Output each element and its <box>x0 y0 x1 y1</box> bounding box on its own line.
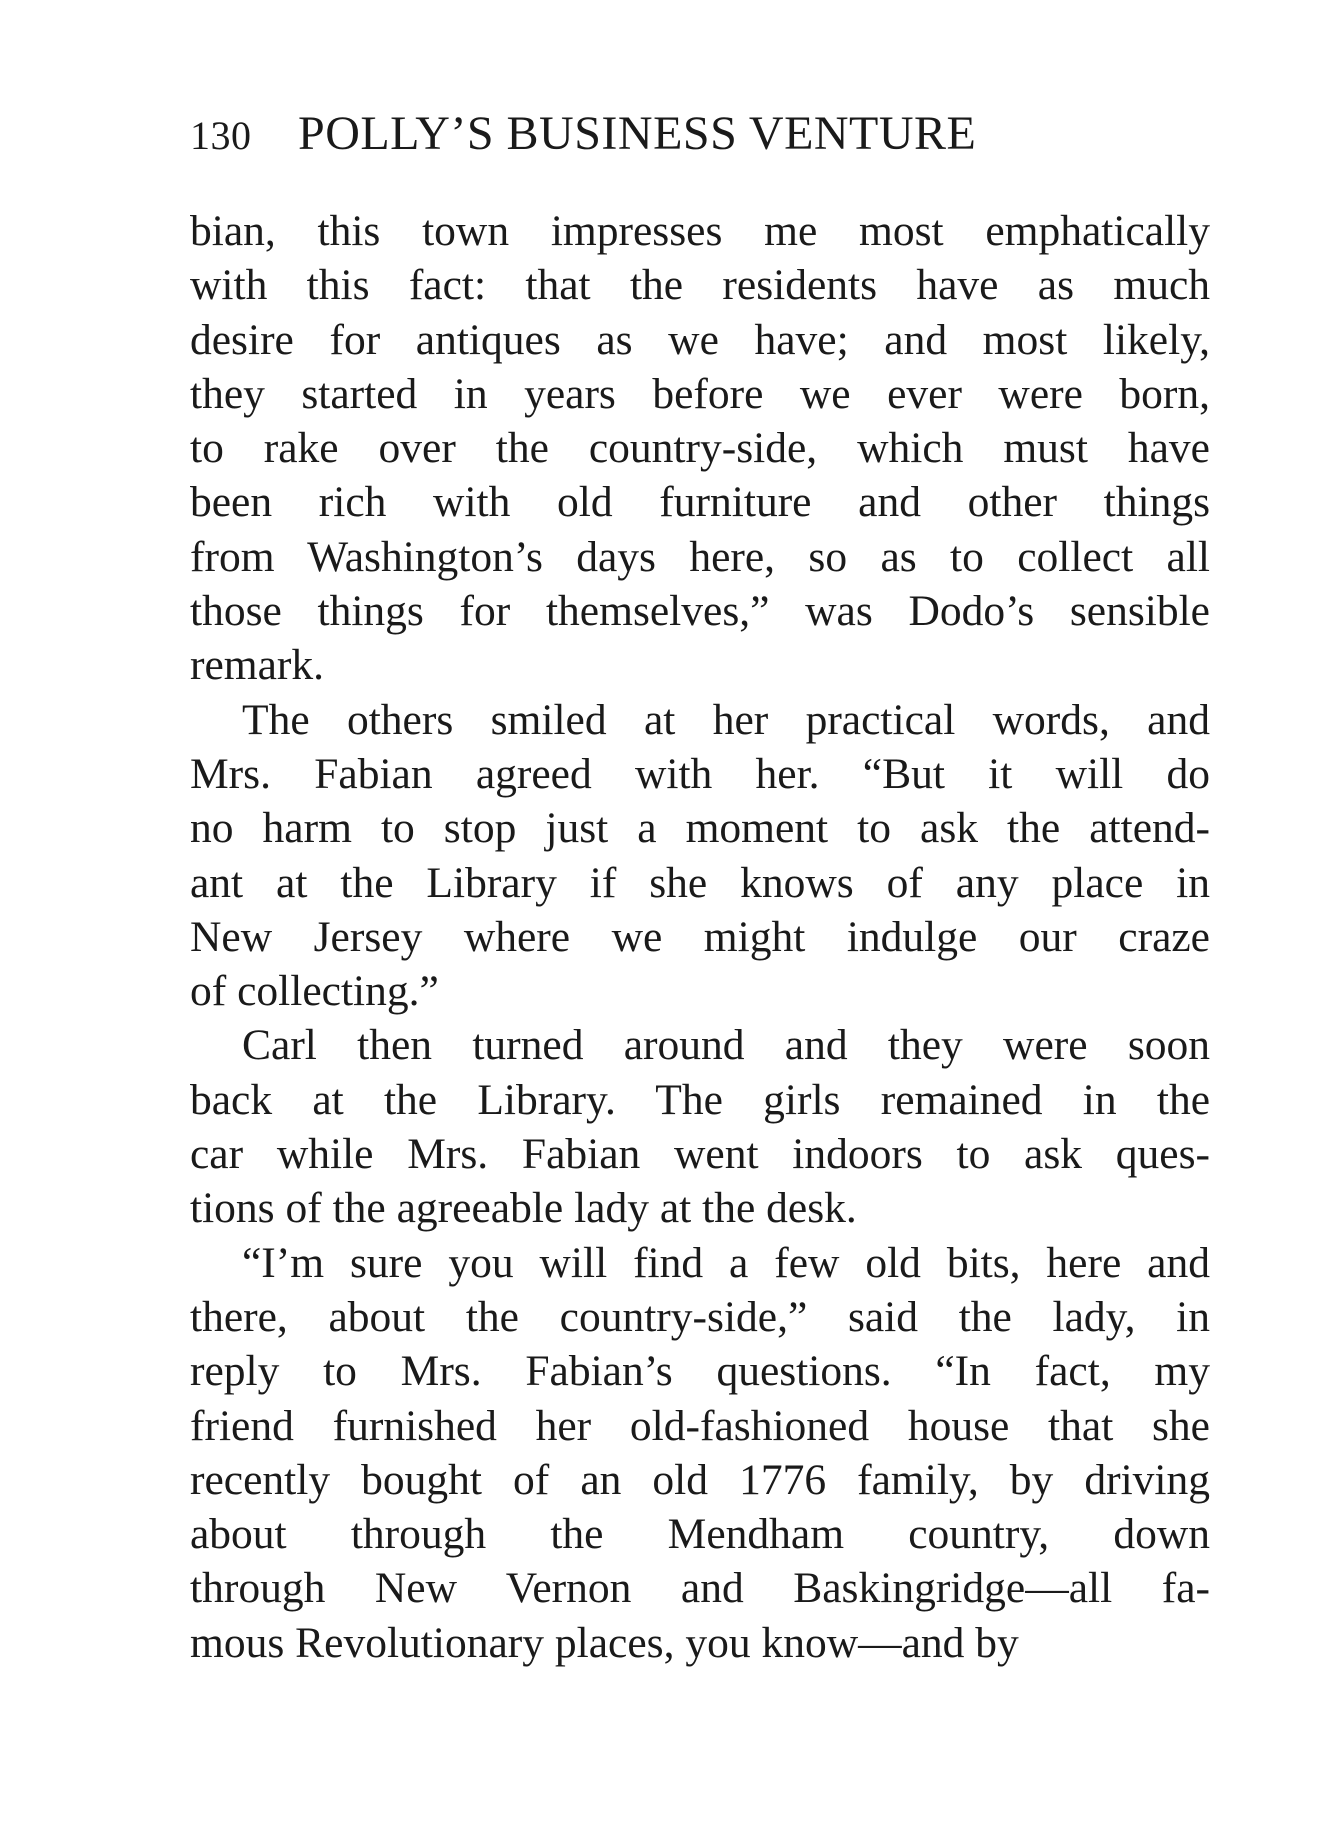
text-line: reply to Mrs. Fabian’s questions. “In fact, my <box>190 1347 1210 1396</box>
text-line: mous Revolutionary places, you know—and by <box>190 1618 1019 1667</box>
text-line: New Jersey where we might indulge our craze <box>190 912 1210 961</box>
text-line: “I’m sure you will find a few old bits, here and <box>242 1238 1210 1287</box>
text-line: no harm to stop just a moment to ask the attend- <box>190 804 1210 853</box>
text-line: of collecting.” <box>190 967 439 1016</box>
paragraph <box>190 693 1210 1019</box>
body-text <box>190 204 1210 1670</box>
text-line: through New Vernon and Baskingridge—all fa- <box>190 1564 1210 1613</box>
paragraph <box>190 1236 1210 1670</box>
text-line: about through the Mendham country, down <box>190 1510 1210 1559</box>
text-line: those things for themselves,” was Dodo’s sensible <box>190 587 1210 636</box>
text-line: Mrs. Fabian agreed with her. “But it will do <box>190 749 1210 798</box>
text-line: car while Mrs. Fabian went indoors to ask ques- <box>190 1130 1210 1179</box>
paragraph <box>190 204 1210 693</box>
text-line: Carl then turned around and they were soon <box>242 1021 1210 1070</box>
text-line: recently bought of an old 1776 family, by driving <box>190 1455 1210 1504</box>
text-line: been rich with old furniture and other things <box>190 478 1210 527</box>
text-line: with this fact: that the residents have as much <box>190 261 1210 310</box>
text-line: from Washington’s days here, so as to collect all <box>190 532 1210 581</box>
text-line: ant at the Library if she knows of any place in <box>190 858 1210 907</box>
text-line: tions of the agreeable lady at the desk. <box>190 1184 857 1233</box>
running-title: POLLY’S BUSINESS VENTURE <box>298 107 977 160</box>
text-line: there, about the country-side,” said the lady, in <box>190 1292 1210 1341</box>
text-line: to rake over the country-side, which must have <box>190 424 1210 473</box>
paragraph <box>190 1018 1210 1235</box>
text-line: back at the Library. The girls remained in the <box>190 1075 1210 1124</box>
text-line: desire for antiques as we have; and most likely, <box>190 315 1210 364</box>
text-line: The others smiled at her practical words, and <box>242 695 1210 744</box>
text-line: they started in years before we ever were born, <box>190 369 1210 418</box>
text-line: friend furnished her old-fashioned house that she <box>190 1401 1210 1450</box>
text-line: remark. <box>190 641 325 690</box>
page-number: 130 <box>190 113 252 158</box>
page-header <box>190 104 1210 164</box>
text-line: bian, this town impresses me most emphatically <box>190 207 1210 255</box>
